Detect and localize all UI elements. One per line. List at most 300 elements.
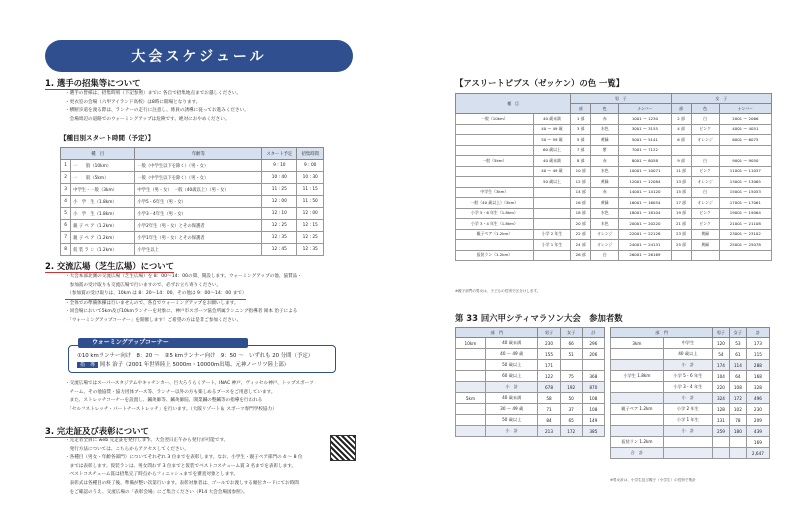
participants-cell: 40 ～ 49 歳 (485, 349, 538, 360)
participants-cell: 368 (582, 371, 604, 382)
bib-cell: 1 部 (571, 114, 591, 125)
bib-cell: 14001 ～ 14120 (619, 187, 671, 198)
participants-row (456, 426, 605, 437)
participants-cell: 小学生 1.8km (611, 371, 664, 382)
bib-cell: 9 部 (671, 156, 691, 167)
schedule-cell: 12 : 00 (262, 196, 297, 208)
bib-cell: 20 部 (571, 219, 591, 230)
participants-cell (456, 371, 486, 382)
bib-cell: 白 (691, 114, 719, 125)
warmup-line2: 指 導 岡本 治子（2001 年世界陸上 5000m・10000m出場、元神ノーリツ陸上部） (77, 361, 327, 370)
participants-cell: 小学 2 年生 (663, 404, 712, 415)
bib-cell: 小学 2 年生 (533, 229, 570, 240)
participants-cell: 合 計 (611, 448, 664, 459)
bib-table (455, 93, 772, 261)
participants-cell (611, 349, 664, 360)
schedule-row (61, 172, 324, 184)
participants-cell (611, 382, 664, 393)
bib-cell: 親子ペア（1.2km） (456, 229, 534, 240)
part-head-female: 女子 (560, 328, 582, 338)
bib-cell: 6001 ～ 6075 (719, 135, 771, 146)
participants-cell: 小 計 (663, 360, 712, 371)
participants-cell: 172 (729, 393, 746, 404)
bib-cell: オレンジ (591, 229, 619, 240)
bib-cell (533, 250, 570, 261)
bib-cell: 13001 ～ 13065 (719, 177, 771, 188)
schedule-cell: 3 (61, 184, 71, 196)
bib-cell: 50 歳以上 (533, 177, 570, 188)
schedule-cell: 9 : 00 (297, 160, 324, 172)
bib-cell: 4001 ～ 4051 (719, 124, 771, 135)
bib-cell: 4 部 (671, 124, 691, 135)
participants-cell: 496 (746, 393, 769, 404)
bib-sub-number-f: ナンバー (719, 104, 771, 114)
schedule-cell: 12 : 35 (297, 244, 324, 256)
participants-cell (663, 448, 712, 459)
bib-cell: 16 部 (571, 198, 591, 209)
bib-cell: 水色 (591, 124, 619, 135)
bib-cell: 21 部 (671, 219, 691, 230)
bib-cell: 21001 ～ 21108 (719, 219, 771, 230)
bib-cell: 黄緑 (691, 240, 719, 251)
bib-title: 【アスリートビブス（ゼッケン）の色 一覧】 (455, 78, 625, 88)
participants-cell (611, 426, 664, 437)
schedule-cell: 5 (61, 208, 71, 220)
participants-cell (611, 393, 664, 404)
participants-cell: 親子ペア 1.2km (611, 404, 664, 415)
bib-cell: 25001 ～ 25078 (719, 240, 771, 251)
schedule-cell: 親 子 ペ ア（1.2km） (71, 232, 135, 244)
participants-cell (611, 360, 664, 371)
schedule-cell: 12 : 25 (262, 220, 297, 232)
bib-sub-part: 部 (571, 104, 591, 114)
bib-cell: 紫 (591, 145, 619, 156)
bib-cell: オレンジ (691, 198, 719, 209)
participants-cell: 75 (560, 371, 582, 382)
participants-cell (611, 415, 664, 426)
participants-cell: 128 (712, 404, 729, 415)
participants-cell: 小 計 (485, 426, 538, 437)
schedule-cell: 仮 装 ラ ン（1.2km） (71, 244, 135, 256)
part-head-cat: 部 門 (456, 328, 538, 338)
bib-cell: 3 部 (571, 124, 591, 135)
schedule-cell: 一 般（10km） (71, 160, 135, 172)
participants-cell: 40 歳未満 (485, 393, 538, 404)
warmup-line1: ①10 kmランナー向け 8：20 ～ ②5 kmランナー向け 9：50 ～ いずれも 20 分間（予定） (77, 353, 314, 359)
participants-cell: 115 (746, 349, 769, 360)
bib-sub-color-f: 色 (691, 104, 719, 114)
bib-row (456, 177, 772, 188)
bib-cell (719, 145, 771, 156)
schedule-cell: 11 : 25 (262, 184, 297, 196)
participants-cell (729, 448, 746, 459)
schedule-cell: 2 (61, 172, 71, 184)
bib-cell: 26 部 (571, 250, 591, 261)
bib-cell (671, 250, 691, 261)
schedule-cell: 10 : 40 (262, 172, 297, 184)
bib-cell: 中学生（3km） (456, 187, 534, 198)
sched-head-start: スタート予定 (262, 148, 297, 160)
participants-cell: 209 (746, 415, 769, 426)
participants-cell: 206 (582, 349, 604, 360)
bib-cell: オレンジ (591, 240, 619, 251)
participants-row (456, 393, 605, 404)
participants-cell: 168 (746, 371, 769, 382)
schedule-cell: 小学1年生（男・女）とその保護者 (135, 232, 262, 244)
participants-cell: 155 (538, 349, 560, 360)
schedule-cell: 9 : 10 (262, 160, 297, 172)
participants-cell: 171 (538, 360, 560, 371)
bib-cell: 一般（40 歳以上）（3km） (456, 198, 534, 209)
participants-cell: 173 (746, 338, 769, 349)
bib-cell: 22 部 (571, 229, 591, 240)
bib-row (456, 166, 772, 177)
participants-note: ※男女計は、小学生及び親子（小学生）の性別で集計 (610, 478, 696, 482)
bib-head-female: 女 子 (671, 94, 771, 104)
participants-cell: 60 歳以上 (485, 371, 538, 382)
bib-cell (691, 145, 719, 156)
participants-cell (456, 426, 486, 437)
participants-cell (456, 415, 486, 426)
participants-row (611, 415, 770, 426)
participants-cell: 5km (456, 393, 486, 404)
bib-cell: 一般（10km） (456, 114, 534, 125)
bib-cell: 6 部 (671, 135, 691, 146)
participants-cell: 259 (712, 426, 729, 437)
participants-row (611, 404, 770, 415)
schedule-cell: 12 : 00 (297, 208, 324, 220)
participants-cell: 108 (729, 382, 746, 393)
schedule-cell: 12 : 45 (262, 244, 297, 256)
bib-cell: 12 部 (571, 177, 591, 188)
bib-cell: 5001 ～ 5141 (619, 135, 671, 146)
bib-cell: 18 部 (571, 208, 591, 219)
participants-cell: 50 歳以上 (485, 415, 538, 426)
participants-cell: 122 (538, 371, 560, 382)
bib-cell: 60 歳以上 (533, 145, 570, 156)
participants-cell: 385 (582, 426, 604, 437)
section1-bullets: ・選手の皆様は、招集時刻（下記参照）までに 各自で招集地点までお越しください。 ・更衣室の会場（六甲アイランド高校）は8時に開場となります。 ・横断歩道を渡る際は、ランナーの走行に注意し、係員の誘導に従ってお進みください。 会場周辺の道路でのウォーミングアップは危険です。絶対におやめください。 (65, 91, 249, 122)
participants-cell (712, 437, 729, 448)
bib-cell: 18001 ～ 18104 (619, 208, 671, 219)
participants-cell: 439 (746, 426, 769, 437)
participants-cell: 678 (538, 382, 560, 393)
part-head-female-r: 女子 (729, 328, 746, 338)
bib-row (456, 156, 772, 167)
bib-head-male: 男 子 (571, 94, 671, 104)
bib-row (456, 240, 772, 251)
bib-cell: 40 ～ 49 歳 (533, 166, 570, 177)
schedule-cell: 中学生（男・女） 一般（40歳以上）（男・女） (135, 184, 262, 196)
participants-cell (456, 404, 486, 415)
bib-cell: 2 部 (671, 114, 691, 125)
bib-sub-number: ナンバー (619, 104, 671, 114)
participants-cell: 71 (538, 404, 560, 415)
schedule-cell: 1 (61, 160, 71, 172)
schedule-cell: 一般（中学生以下を除く）（男・女） (135, 160, 262, 172)
bib-cell: 8 部 (571, 156, 591, 167)
bib-row (456, 145, 772, 156)
schedule-cell: 12 : 10 (262, 208, 297, 220)
participants-cell: 37 (560, 404, 582, 415)
schedule-cell: 11 : 15 (297, 184, 324, 196)
schedule-cell: 一般（中学生以下を除く）（男・女） (135, 172, 262, 184)
participants-cell (456, 382, 486, 393)
bib-row (456, 187, 772, 198)
participants-cell: 50 歳以上 (485, 360, 538, 371)
bib-cell: 仮装ラン（1.2km） (456, 250, 534, 261)
bib-cell: 40 歳未満 (533, 156, 570, 167)
schedule-cell: 10 : 30 (297, 172, 324, 184)
bib-cell: 7001 ～ 7122 (619, 145, 671, 156)
participants-cell: 65 (560, 415, 582, 426)
participants-cell: 149 (582, 415, 604, 426)
participants-right-table (610, 327, 770, 459)
participants-title: 第 33 回六甲シティマラソン大会 参加者数 (455, 313, 623, 323)
participants-cell: 180 (729, 426, 746, 437)
sched-head-call: 招集時間 (297, 148, 324, 160)
participants-cell (582, 360, 604, 371)
bib-cell: オレンジ (691, 135, 719, 146)
bib-cell: 1001 ～ 1230 (619, 114, 671, 125)
participants-row (611, 360, 770, 371)
participants-cell: 230 (746, 404, 769, 415)
section2-bullets: ・大会本部北側の交流広場（芝生広場）を 8：00～14：00の間、開設します。ウォーミングアップの他、協賛品・ 参加賞の受け取りも交流広場で行いますので、必ずお立ち寄りください。 （参加賞の受け取りは、10km は 8：20～14：00、その他は 9：00～14：00 まで） ・全体での準備体操は行いませんので、各自でウォーミングアップをお願いします。 ・同会場において5km及び10kmランナーを対象に、神戸市スポーツ協会所属ランニング指導者 岡本 治子による 「ウォーミングアップコーナー」を開催します！ご希望の方は是非ご参加ください。 (65, 274, 302, 323)
bib-cell: 12001 ～ 12084 (619, 177, 671, 188)
bib-cell: 小学 3・4 年生（1.8km） (456, 219, 534, 230)
participants-cell: 114 (729, 360, 746, 371)
bib-cell (456, 135, 534, 146)
bib-cell: 水色 (591, 219, 619, 230)
participants-row (456, 360, 605, 371)
bib-cell (533, 219, 570, 230)
participants-cell (729, 437, 746, 448)
bib-cell: 11001 ～ 11037 (719, 166, 771, 177)
bib-cell: 黄緑 (591, 177, 619, 188)
part-head-male: 男子 (538, 328, 560, 338)
participants-cell: 10km (456, 338, 486, 349)
participants-cell: 288 (746, 360, 769, 371)
bib-cell (691, 250, 719, 261)
schedule-cell: 小 学 生（1.8km） (71, 196, 135, 208)
bib-cell: 23 部 (671, 229, 691, 240)
section1-heading: 1. 選手の招集等について (45, 78, 141, 88)
bib-cell: 40 歳未満 (533, 114, 570, 125)
sched-head-age: 年齢等 (135, 148, 262, 160)
bib-cell: 9001 ～ 9050 (719, 156, 771, 167)
bib-cell: 17001 ～ 17061 (719, 198, 771, 209)
schedule-cell: 中学生・一般（3km） (71, 184, 135, 196)
participants-row (611, 426, 770, 437)
participants-cell: 小学 5・6 年生 (663, 371, 712, 382)
schedule-cell: 7 (61, 232, 71, 244)
participants-left-table (455, 327, 605, 437)
schedule-row (61, 220, 324, 232)
participants-cell: 54 (712, 349, 729, 360)
schedule-cell: 小学5・6年生（男・女） (135, 196, 262, 208)
bib-cell: ピンク (691, 124, 719, 135)
participants-row (456, 415, 605, 426)
bib-cell (456, 177, 534, 188)
schedule-cell: 8 (61, 244, 71, 256)
schedule-cell: 12 : 25 (297, 232, 324, 244)
bib-cell: 白 (691, 156, 719, 167)
schedule-row (61, 232, 324, 244)
participants-cell: 324 (712, 393, 729, 404)
bib-row (456, 198, 772, 209)
participants-cell: 61 (729, 349, 746, 360)
bib-cell: 15001 ～ 15053 (719, 187, 771, 198)
bib-cell (456, 166, 534, 177)
participants-cell: 120 (712, 338, 729, 349)
participants-cell: 108 (582, 404, 604, 415)
schedule-table (60, 147, 324, 256)
participants-cell: 104 (712, 371, 729, 382)
bib-cell: 17 部 (671, 198, 691, 209)
bib-cell (533, 208, 570, 219)
schedule-row (61, 244, 324, 256)
bib-cell: 8001 ～ 8058 (619, 156, 671, 167)
participants-cell: 131 (712, 415, 729, 426)
participants-cell: 230 (538, 338, 560, 349)
participants-row (611, 393, 770, 404)
bib-cell: 40 ～ 49 歳 (533, 124, 570, 135)
bib-cell: 50 ～ 59 歳 (533, 135, 570, 146)
participants-cell: 40 歳未満 (485, 338, 538, 349)
schedule-caption: 【種目別スタート時間（予定）】 (60, 134, 155, 142)
bib-row (456, 229, 772, 240)
schedule-cell: 小学2年生（男・女）とその保護者 (135, 220, 262, 232)
participants-cell: 192 (560, 382, 582, 393)
schedule-row (61, 160, 324, 172)
bib-cell: 24001 ～ 24131 (619, 240, 671, 251)
bib-row (456, 135, 772, 146)
participants-cell: 84 (538, 415, 560, 426)
warmup-box (68, 345, 336, 373)
participants-cell: 102 (729, 404, 746, 415)
participants-cell (456, 349, 486, 360)
bib-cell: 赤 (591, 156, 619, 167)
participants-row (611, 382, 770, 393)
bib-cell: 小学 1 年生 (533, 240, 570, 251)
participants-cell: 174 (712, 360, 729, 371)
schedule-cell: 親 子 ペ ア（1.2km） (71, 220, 135, 232)
bib-sub-part-f: 部 (671, 104, 691, 114)
bib-cell (456, 240, 534, 251)
participants-cell: 58 (538, 393, 560, 404)
bib-cell: 10 部 (571, 166, 591, 177)
bib-cell: 小学 5・6 年生（1.8km） (456, 208, 534, 219)
bib-head-event: 種 目 (456, 94, 571, 114)
bib-cell: 水色 (591, 208, 619, 219)
bib-cell: ピンク (691, 166, 719, 177)
bib-cell: 2001 ～ 2066 (719, 114, 771, 125)
schedule-cell: 小 学 生（1.8km） (71, 208, 135, 220)
bib-cell: 黄緑 (691, 229, 719, 240)
participants-cell: 仮装ラン 1.2km (611, 437, 664, 448)
participants-cell: 50 (560, 393, 582, 404)
bib-cell: 11 部 (671, 166, 691, 177)
bib-cell: ピンク (691, 208, 719, 219)
part-head-total-r: 計 (746, 328, 769, 338)
schedule-row (61, 184, 324, 196)
bib-row (456, 250, 772, 261)
participants-cell: 30 ～ 49 歳 (485, 404, 538, 415)
participants-cell: 小 計 (663, 393, 712, 404)
bib-cell (456, 124, 534, 135)
bib-cell (533, 198, 570, 209)
bib-cell: ピンク (691, 219, 719, 230)
bib-cell: 15 部 (671, 187, 691, 198)
schedule-cell: 小学3・4年生（男・女） (135, 208, 262, 220)
bib-cell: 黄緑 (591, 135, 619, 146)
bib-cell: オレンジ (691, 177, 719, 188)
section2-bullets-extra: ・交流広場ではスーパースタジアムやキッチンカー、巨大ろうらくアート、INAC 神戸、ヴィッセル神戸、トップスポーツ チーム、その他協賛・協力団体ブース等、ランナー以外の方も楽しめるブースをご用意しています。 また、ストレッチコーナーを設置し、鍼灸師等、鍼灸師院、開業鍼の整鍼等の指導を行われる 「セルフストレッチ・パートナーストレッチ」を行います。（大阪リゾート＆ スポーツ専門学校協力） (65, 381, 314, 412)
participants-cell: 小学 1 年生 (663, 415, 712, 426)
bib-row (456, 219, 772, 230)
bib-cell (533, 187, 570, 198)
bib-cell: 白 (691, 187, 719, 198)
bib-cell: 16001 ～ 16054 (619, 198, 671, 209)
bib-cell: 一般（5km） (456, 156, 534, 167)
bib-cell: 22001 ～ 22128 (619, 229, 671, 240)
bib-cell: 10001 ～ 10071 (619, 166, 671, 177)
bib-cell: 20001 ～ 20220 (619, 219, 671, 230)
bib-cell: 3001 ～ 3155 (619, 124, 671, 135)
participants-row (611, 349, 770, 360)
section3-heading: 3. 完走証及び表彰について (45, 426, 149, 436)
bib-cell: 14 部 (571, 187, 591, 198)
participants-cell: 220 (712, 382, 729, 393)
participants-cell: 172 (560, 426, 582, 437)
schedule-banner: 大会スケジュール (45, 40, 353, 72)
participants-cell: 870 (582, 382, 604, 393)
participants-cell: 213 (538, 426, 560, 437)
bib-cell: 赤 (591, 114, 619, 125)
participants-cell (456, 360, 486, 371)
schedule-cell: 4 (61, 196, 71, 208)
bib-cell: 7 部 (571, 145, 591, 156)
bib-cell: 23001 ～ 23102 (719, 229, 771, 240)
participants-cell: 中学生 (663, 338, 712, 349)
schedule-cell: 12 : 15 (297, 220, 324, 232)
schedule-row (61, 196, 324, 208)
bib-cell: 水色 (591, 166, 619, 177)
participants-row (611, 371, 770, 382)
participants-row (456, 404, 605, 415)
participants-cell: 3km (611, 338, 664, 349)
participants-cell: 53 (729, 338, 746, 349)
bib-cell (671, 145, 691, 156)
participants-cell: 小学 3・4 年生 (663, 382, 712, 393)
part-head-total: 計 (582, 328, 604, 338)
participants-cell: 64 (729, 371, 746, 382)
schedule-cell: 12 : 35 (262, 232, 297, 244)
participants-row (611, 448, 770, 459)
bib-cell: 黄緑 (591, 198, 619, 209)
bib-cell: 19001 ～ 19064 (719, 208, 771, 219)
schedule-cell: 11 : 50 (297, 196, 324, 208)
participants-cell (663, 437, 712, 448)
participants-cell: 小 計 (485, 382, 538, 393)
bib-cell: 24 部 (571, 240, 591, 251)
bib-row (456, 208, 772, 219)
participants-row (456, 349, 605, 360)
bib-cell: 26001 ～ 26169 (619, 250, 671, 261)
participants-row (456, 371, 605, 382)
qr-code-icon[interactable] (330, 435, 356, 461)
participants-cell: 296 (582, 338, 604, 349)
